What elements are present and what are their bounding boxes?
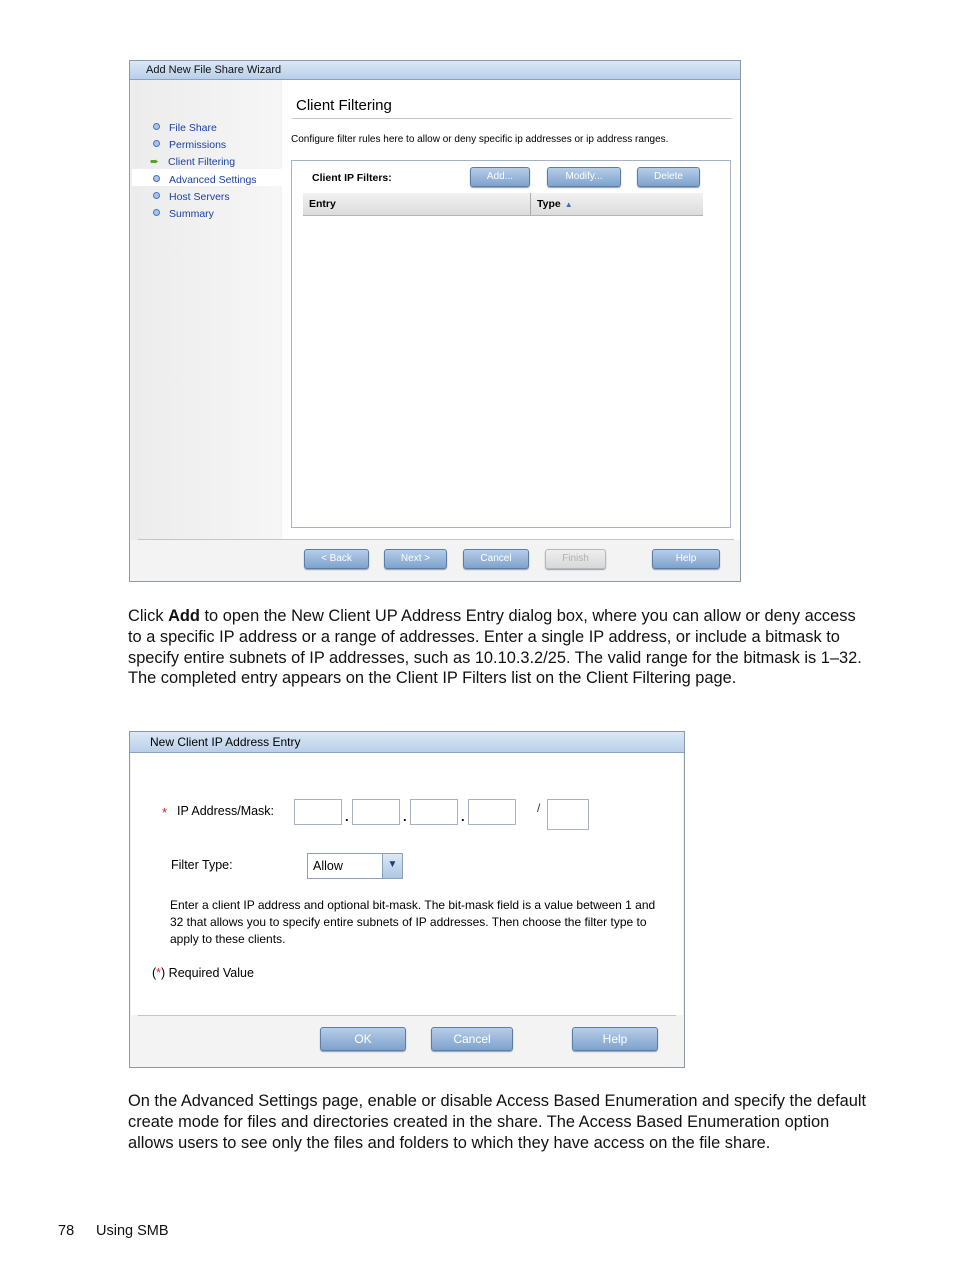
client-ip-filters-label: Client IP Filters:	[312, 172, 392, 184]
title-divider	[292, 118, 732, 119]
dialog-footer-divider	[138, 1015, 676, 1016]
add-file-share-wizard	[129, 60, 741, 582]
wizard-footer-divider	[138, 539, 734, 540]
ip-dot-separator: .	[403, 809, 407, 824]
nav-item-client-filtering[interactable]: ➨ Client Filtering	[150, 156, 236, 168]
page-title: Client Filtering	[296, 97, 392, 114]
delete-button[interactable]: Delete	[637, 167, 700, 187]
ip-octet-4-input[interactable]	[468, 799, 516, 825]
filter-type-label: Filter Type:	[171, 858, 233, 872]
column-type[interactable]: Type ▲	[537, 198, 573, 210]
bullet-icon	[153, 209, 160, 216]
bullet-icon	[153, 175, 160, 182]
bullet-icon	[153, 192, 160, 199]
filter-type-value: Allow	[313, 859, 343, 873]
instruction-paragraph: Click Add to open the New Client UP Address Entry dialog box, where you can allow or deny access to a specific IP address or a range of addresses. Enter a single IP address, or include a bitmask to specify entire subnets of IP addresses, such as 10.10.3.2/25. The valid range for the bitmask is 1–32. The completed entry appears on the Client IP Filters list on the Client Filtering page.	[128, 607, 862, 688]
finish-button[interactable]: Finish	[545, 549, 606, 569]
page-number: 78	[58, 1223, 75, 1239]
nav-item-host-servers[interactable]: Host Servers	[153, 190, 230, 204]
column-entry[interactable]: Entry	[309, 198, 336, 210]
required-value-note: (*) Required Value	[152, 966, 254, 980]
nav-item-summary[interactable]: Summary	[153, 207, 214, 221]
wizard-sidebar	[131, 80, 281, 540]
cancel-button[interactable]: Cancel	[463, 549, 529, 569]
ok-button[interactable]: OK	[320, 1027, 406, 1051]
filters-table-header	[303, 193, 703, 216]
chevron-down-icon[interactable]: ▼	[382, 854, 402, 878]
filter-type-select[interactable]	[307, 853, 403, 879]
wizard-content	[282, 80, 740, 540]
dialog-help-button[interactable]: Help	[572, 1027, 658, 1051]
dialog-body	[131, 753, 683, 1015]
column-separator[interactable]	[530, 193, 531, 215]
footer-section-title: Using SMB	[96, 1223, 169, 1239]
nav-item-file-share[interactable]: File Share	[153, 121, 217, 135]
sort-ascending-icon: ▲	[564, 200, 573, 209]
required-star: *	[162, 805, 168, 820]
modify-button[interactable]: Modify...	[547, 167, 621, 187]
nav-item-advanced-settings[interactable]: Advanced Settings	[153, 173, 257, 187]
mask-slash: /	[537, 801, 541, 815]
page-description: Configure filter rules here to allow or deny specific ip addresses or ip address ranges.	[291, 134, 669, 145]
nav-item-permissions[interactable]: Permissions	[153, 138, 226, 152]
client-ip-filters-panel	[291, 160, 731, 528]
ip-octet-3-input[interactable]	[410, 799, 458, 825]
ip-dot-separator: .	[345, 809, 349, 824]
wizard-title-bar: Add New File Share Wizard	[130, 61, 740, 80]
ip-octet-1-input[interactable]	[294, 799, 342, 825]
new-client-ip-dialog	[129, 731, 685, 1068]
current-step-arrow-icon: ➨	[150, 156, 160, 168]
ip-dot-separator: .	[461, 809, 465, 824]
dialog-title-bar: New Client IP Address Entry	[130, 732, 684, 753]
bullet-icon	[153, 123, 160, 130]
ip-octet-2-input[interactable]	[352, 799, 400, 825]
bullet-icon	[153, 140, 160, 147]
advanced-settings-paragraph: On the Advanced Settings page, enable or disable Access Based Enumeration and specify the default create mode for files and directories created in the share. The Access Based Enumeration option allows users to see only the files and folders to which they have access on the file share.	[128, 1092, 867, 1152]
help-button[interactable]: Help	[652, 549, 720, 569]
bitmask-input[interactable]	[547, 799, 589, 830]
add-button[interactable]: Add...	[470, 167, 530, 187]
back-button[interactable]: < Back	[304, 549, 369, 569]
next-button[interactable]: Next >	[384, 549, 447, 569]
ip-address-label: IP Address/Mask:	[177, 804, 275, 818]
dialog-cancel-button[interactable]: Cancel	[431, 1027, 513, 1051]
dialog-help-text: Enter a client IP address and optional bit-mask. The bit-mask field is a value between 1 and 32 that allows you to specify entire subnets of IP addresses. Then choose the filter type to apply to these clients.	[170, 898, 656, 946]
